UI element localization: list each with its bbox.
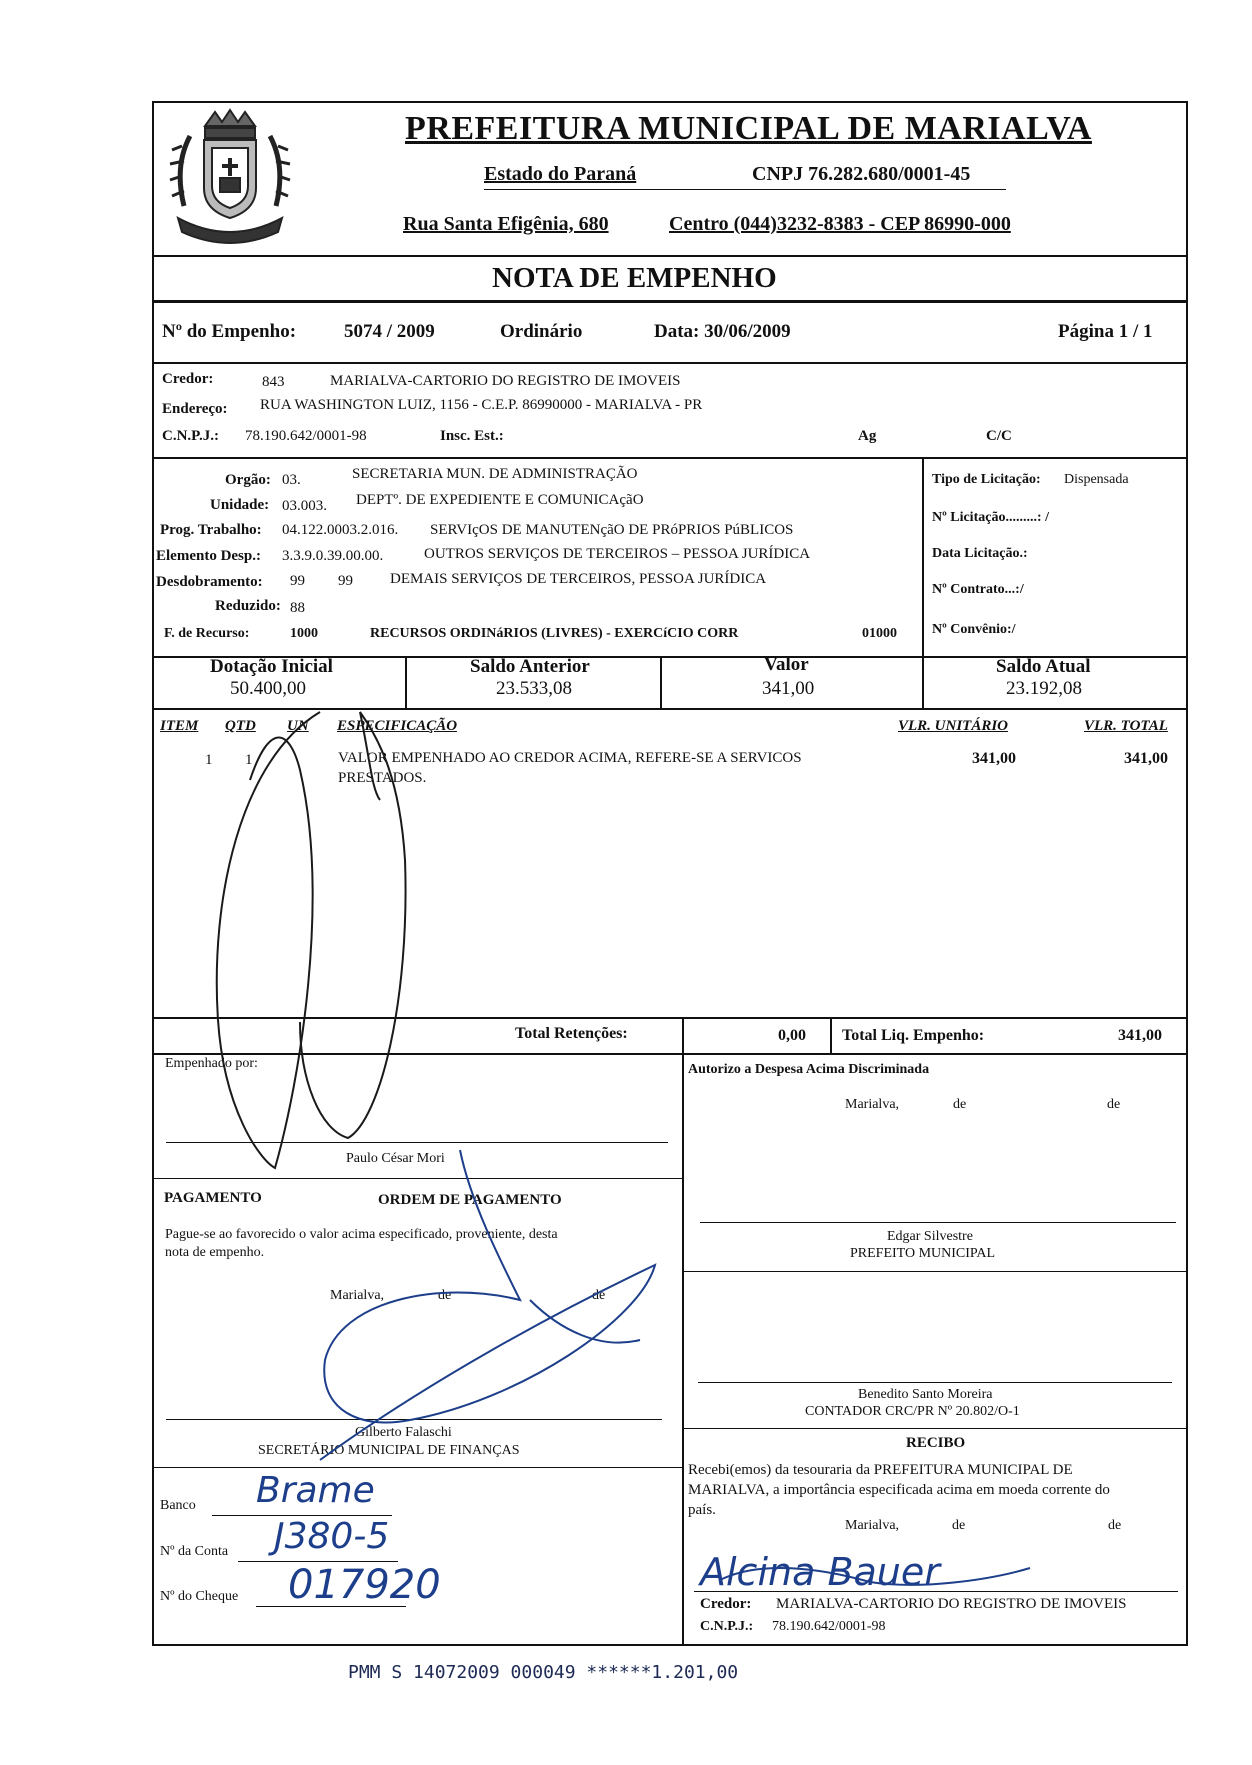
desdobramento-label: Desdobramento: (156, 574, 263, 590)
empenho-number-label: Nº do Empenho: (162, 321, 297, 342)
signatures-center-divider (682, 1053, 684, 1646)
licitacao-numero: Nº Licitação.........: / (932, 510, 1049, 525)
prefeito-cargo: PREFEITO MUNICIPAL (850, 1246, 996, 1261)
items-header-especificacao: ESPECIFICAÇÃO (337, 718, 458, 734)
secretario-signature-line (166, 1419, 662, 1420)
empenho-date: Data: 30/06/2009 (654, 321, 791, 342)
credor-insc-label: Insc. Est.: (440, 428, 504, 444)
autorizo-de1: de (953, 1097, 967, 1112)
saldo-div-1 (405, 656, 407, 709)
prefeito-signature-line (700, 1222, 1176, 1223)
recibo-de2: de (1108, 1518, 1122, 1533)
credor-cnpj: 78.190.642/0001-98 (245, 428, 367, 444)
recurso-code: 1000 (290, 626, 318, 641)
header-state-underline (484, 189, 1006, 190)
pagamento-label: PAGAMENTO (164, 1190, 262, 1206)
totals-div-1 (682, 1017, 684, 1053)
valor-label: Valor (764, 654, 809, 675)
secretario-name: Gilberto Falaschi (355, 1425, 452, 1440)
divider-title (152, 300, 1188, 303)
empenho-number: 5074 / 2009 (344, 321, 435, 342)
saldo-div-2 (660, 656, 662, 709)
liquido-value: 341,00 (1118, 1027, 1162, 1044)
coat-of-arms (160, 106, 300, 256)
prefeito-name: Edgar Silvestre (887, 1229, 973, 1244)
header-cnpj: CNPJ 76.282.680/0001-45 (752, 163, 971, 185)
prog-name: SERVIçOS DE MANUTENçãO DE PRóPRIOS PúBLICOS (430, 522, 794, 538)
header-address: Rua Santa Efigênia, 680 (403, 213, 609, 235)
item-row-desc2: PRESTADOS. (338, 770, 427, 786)
item-row-item: 1 (205, 752, 213, 768)
contador-name: Benedito Santo Moreira (858, 1387, 993, 1402)
liquido-label: Total Liq. Empenho: (842, 1027, 985, 1044)
desdobramento-b: 99 (338, 573, 353, 589)
recibo-credor-label: Credor: (700, 1596, 752, 1612)
pagamento-de1: de (438, 1288, 452, 1303)
retencoes-label: Total Retenções: (515, 1025, 628, 1042)
divider-header (152, 255, 1188, 257)
conta-label: Nº da Conta (160, 1544, 229, 1559)
credor-code: 843 (262, 374, 285, 390)
contador-block-divider (682, 1428, 1188, 1429)
empenhado-name: Paulo César Mori (346, 1151, 445, 1166)
recibo-local: Marialva, (845, 1518, 900, 1533)
valor-value: 341,00 (762, 678, 815, 699)
orgao-code: 03. (282, 472, 301, 488)
reduzido-label: Reduzido: (215, 598, 281, 614)
divider-saldos (152, 708, 1188, 710)
saldo-anterior-value: 23.533,08 (496, 678, 572, 699)
recibo-label: RECIBO (906, 1435, 966, 1451)
authentication-stamp: PMM S 14072009 000049 ******1.201,00 (348, 1662, 739, 1683)
prog-label: Prog. Trabalho: (160, 522, 262, 538)
credor-label: Credor: (162, 371, 214, 387)
saldo-div-3 (922, 656, 924, 709)
orgao-label: Orgão: (225, 472, 271, 488)
autorizo-de2: de (1107, 1097, 1121, 1112)
elemento-label: Elemento Desp.: (156, 548, 261, 564)
pagamento-divider (152, 1178, 682, 1179)
dotacao-value: 50.400,00 (230, 678, 306, 699)
divider-empenho (152, 362, 1188, 364)
items-header-unitario: VLR. UNITÁRIO (898, 718, 1009, 734)
elemento-name: OUTROS SERVIÇOS DE TERCEIROS – PESSOA JURÍDICA (424, 546, 811, 562)
recurso-code2: 01000 (862, 626, 897, 641)
desdobramento-a: 99 (290, 573, 305, 589)
retencoes-value: 0,00 (778, 1027, 806, 1044)
elemento-code: 3.3.9.0.39.00.00. (282, 548, 384, 564)
items-header-total: VLR. TOTAL (1084, 718, 1168, 734)
ordem-pagamento-label: ORDEM DE PAGAMENTO (378, 1192, 562, 1208)
recibo-texto3: país. (688, 1502, 716, 1518)
recibo-cnpj: 78.190.642/0001-98 (772, 1619, 886, 1634)
prog-code: 04.122.0003.2.016. (282, 522, 399, 538)
pagamento-texto2: nota de empenho. (165, 1245, 265, 1260)
licitacao-contrato: Nº Contrato...:/ (932, 582, 1024, 597)
prefeito-block-divider (682, 1271, 1188, 1272)
dotacao-label: Dotação Inicial (210, 656, 333, 677)
pagamento-texto1: Pague-se ao favorecido o valor acima especificado, proveniente, desta (165, 1227, 558, 1242)
header-state: Estado do Paraná (484, 163, 637, 185)
conta-value: J380-5 (274, 1516, 390, 1557)
credor-address: RUA WASHINGTON LUIZ, 1156 - C.E.P. 86990000 - MARIALVA - PR (260, 397, 703, 413)
unidade-label: Unidade: (210, 497, 270, 513)
autorizo-local: Marialva, (845, 1097, 900, 1112)
pagamento-de2: de (592, 1288, 606, 1303)
totals-div-2 (830, 1017, 832, 1053)
credor-address-label: Endereço: (162, 401, 228, 417)
recibo-cnpj-label: C.N.P.J.: (700, 1619, 754, 1634)
banco-label: Banco (160, 1498, 196, 1513)
credor-ag-label: Ag (858, 428, 877, 444)
licitacao-tipo-label: Tipo de Licitação: (932, 472, 1041, 487)
recibo-de1: de (952, 1518, 966, 1533)
reduzido-value: 88 (290, 600, 305, 616)
saldo-anterior-label: Saldo Anterior (470, 656, 590, 677)
items-header-un: UN (287, 718, 309, 734)
desdobramento-name: DEMAIS SERVIÇOS DE TERCEIROS, PESSOA JURÍDICA (390, 571, 767, 587)
divider-items (152, 1017, 1188, 1019)
contador-cargo: CONTADOR CRC/PR Nº 20.802/O-1 (805, 1404, 1020, 1419)
coat-of-arms-icon (160, 106, 300, 256)
orgao-name: SECRETARIA MUN. DE ADMINISTRAÇÃO (352, 466, 638, 482)
recurso-label: F. de Recurso: (164, 626, 250, 641)
saldo-atual-label: Saldo Atual (996, 656, 1091, 677)
header-title: PREFEITURA MUNICIPAL DE MARIALVA (405, 110, 1092, 147)
unidade-code: 03.003. (282, 498, 327, 514)
unidade-name: DEPTº. DE EXPEDIENTE E COMUNICAçãO (356, 492, 644, 508)
pagamento-local: Marialva, (330, 1288, 385, 1303)
empenhado-label: Empenhado por: (165, 1056, 258, 1071)
cheque-label: Nº do Cheque (160, 1589, 239, 1604)
cheque-value: 017920 (288, 1562, 441, 1608)
credor-cnpj-label: C.N.P.J.: (162, 428, 219, 444)
item-row-unit: 341,00 (972, 750, 1016, 767)
recibo-credor: MARIALVA-CARTORIO DO REGISTRO DE IMOVEIS (776, 1596, 1127, 1612)
header-contact: Centro (044)3232-8383 - CEP 86990-000 (669, 213, 1011, 235)
divider-totals (152, 1053, 1188, 1055)
banco-value: Brame (256, 1470, 375, 1511)
empenho-page: Página 1 / 1 (1058, 321, 1153, 342)
recibo-texto1: Recebi(emos) da tesouraria da PREFEITURA MUNICIPAL DE (688, 1462, 1073, 1478)
licitacao-data: Data Licitação.: (932, 546, 1028, 561)
empenho-type: Ordinário (500, 321, 583, 342)
item-row-desc1: VALOR EMPENHADO AO CREDOR ACIMA, REFERE-SE A SERVICOS (338, 750, 802, 766)
contador-signature-line (698, 1382, 1172, 1383)
items-header-qtd: QTD (225, 718, 256, 734)
saldo-atual-value: 23.192,08 (1006, 678, 1082, 699)
secretario-cargo: SECRETÁRIO MUNICIPAL DE FINANÇAS (258, 1443, 520, 1458)
items-header-item: ITEM (160, 718, 199, 734)
credor-cc-label: C/C (986, 428, 1012, 444)
credor-signature-line (694, 1591, 1178, 1592)
empenhado-signature-line (166, 1142, 668, 1143)
recibo-signature: Alcina Bauer (700, 1550, 940, 1594)
doc-title: NOTA DE EMPENHO (492, 262, 777, 294)
divider-credor (152, 457, 1188, 459)
secretario-block-divider (152, 1467, 682, 1468)
item-row-qtd: 1 (245, 752, 253, 768)
recurso-name: RECURSOS ORDINáRIOS (LIVRES) - EXERCíCIO CORR (370, 626, 739, 641)
divider-licitacao-vertical (922, 457, 924, 657)
licitacao-tipo: Dispensada (1064, 472, 1129, 487)
item-row-total: 341,00 (1124, 750, 1168, 767)
credor-name: MARIALVA-CARTORIO DO REGISTRO DE IMOVEIS (330, 373, 681, 389)
licitacao-convenio: Nº Convênio:/ (932, 622, 1016, 637)
recibo-texto2: MARIALVA, a importância especificada acima em moeda corrente do (688, 1482, 1110, 1498)
autorizo-label: Autorizo a Despesa Acima Discriminada (688, 1062, 930, 1077)
